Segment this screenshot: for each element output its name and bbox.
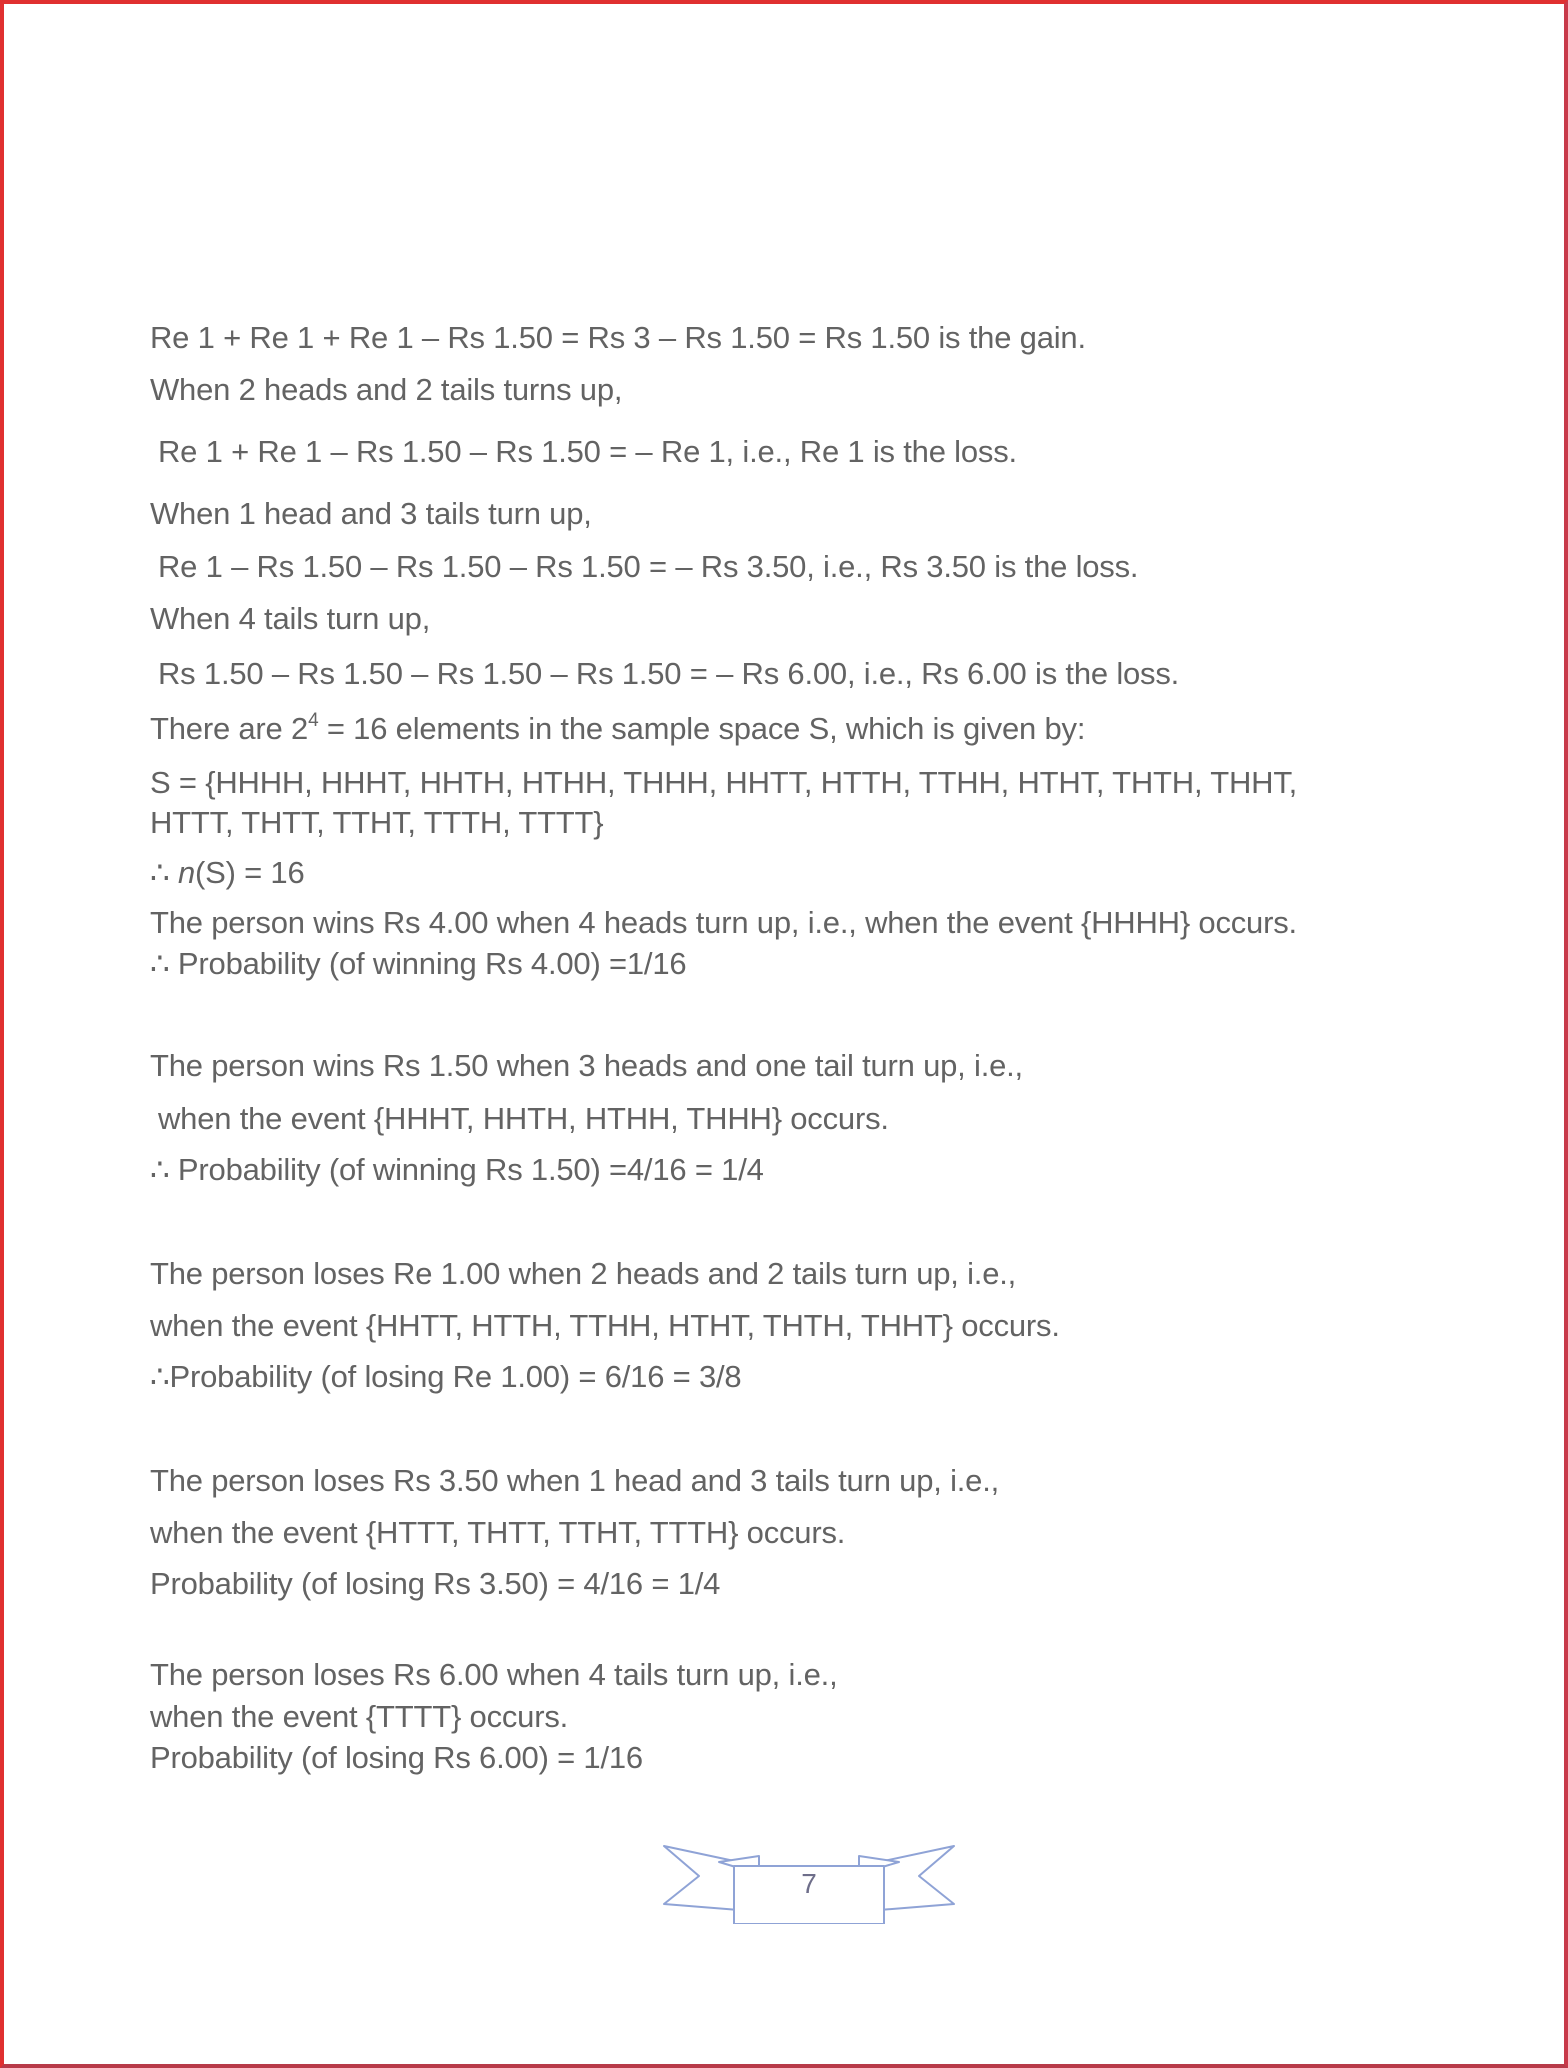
lose-3-50-statement: The person loses Rs 3.50 when 1 head and 3 tails turn up, i.e., [150,1463,1000,1498]
count-value: (S) = 16 [194,855,305,890]
case-2-heads-2-tails: When 2 heads and 2 tails turns up, [150,372,623,407]
case-1-head-3-tails: When 1 head and 3 tails turn up, [150,496,592,531]
loss-line-4-tails: Rs 1.50 – Rs 1.50 – Rs 1.50 – Rs 1.50 = – Rs 6.00, i.e., Rs 6.00 is the loss. [158,656,1180,691]
win-4-00-statement: The person wins Rs 4.00 when 4 heads turn up, i.e., when the event {HHHH} occurs. [150,905,1297,940]
win-1-50-event: when the event {HHHT, HHTH, HTHH, THHH} occurs. [158,1101,889,1136]
therefore-symbol: ∴ [150,855,178,890]
case-4-tails: When 4 tails turn up, [150,601,431,636]
lose-1-00-statement: The person loses Re 1.00 when 2 heads and 2 tails turn up, i.e., [150,1256,1017,1291]
sample-space-intro-pre: There are 2 [150,711,309,746]
win-4-00-probability: ∴ Probability (of winning Rs 4.00) =1/16 [150,946,687,981]
sample-space-set-line-1: S = {HHHH, HHHT, HHTH, HTHH, THHH, HHTT, HTTH, TTHH, HTHT, THTH, THHT, [150,765,1298,800]
loss-line-1-head: Re 1 – Rs 1.50 – Rs 1.50 – Rs 1.50 = – Rs 3.50, i.e., Rs 3.50 is the loss. [158,549,1139,584]
n-function: n [177,855,195,890]
lose-1-00-probability: ∴Probability (of losing Re 1.00) = 6/16 = 3/8 [150,1359,742,1394]
gain-line-3-heads: Re 1 + Re 1 + Re 1 – Rs 1.50 = Rs 3 – Rs 1.50 = Rs 1.50 is the gain. [150,320,1086,355]
lose-6-00-probability: Probability (of losing Rs 6.00) = 1/16 [150,1740,643,1775]
page-number-banner [659,1834,959,1924]
exponent: 4 [308,709,319,731]
lose-6-00-statement: The person loses Rs 6.00 when 4 tails turn up, i.e., [150,1657,838,1692]
sample-space-set-line-2: HTTT, THTT, TTHT, TTTH, TTTT} [150,805,604,840]
win-1-50-statement: The person wins Rs 1.50 when 3 heads and one tail turn up, i.e., [150,1048,1023,1083]
sample-space-intro-post: = 16 elements in the sample space S, which is given by: [318,711,1086,746]
sample-space-intro [150,709,1085,749]
lose-3-50-event: when the event {HTTT, THTT, TTHT, TTTH} occurs. [150,1515,846,1550]
lose-1-00-event: when the event {HHTT, HTTH, TTHH, HTHT, THTH, THHT} occurs. [150,1308,1060,1343]
loss-line-2-heads: Re 1 + Re 1 – Rs 1.50 – Rs 1.50 = – Re 1, i.e., Re 1 is the loss. [158,434,1017,469]
win-1-50-probability: ∴ Probability (of winning Rs 1.50) =4/16 = 1/4 [150,1152,764,1187]
lose-3-50-probability: Probability (of losing Rs 3.50) = 4/16 = 1/4 [150,1566,721,1601]
lose-6-00-event: when the event {TTTT} occurs. [150,1699,569,1734]
page-number: 7 [801,1868,817,1899]
sample-space-count [150,853,305,893]
